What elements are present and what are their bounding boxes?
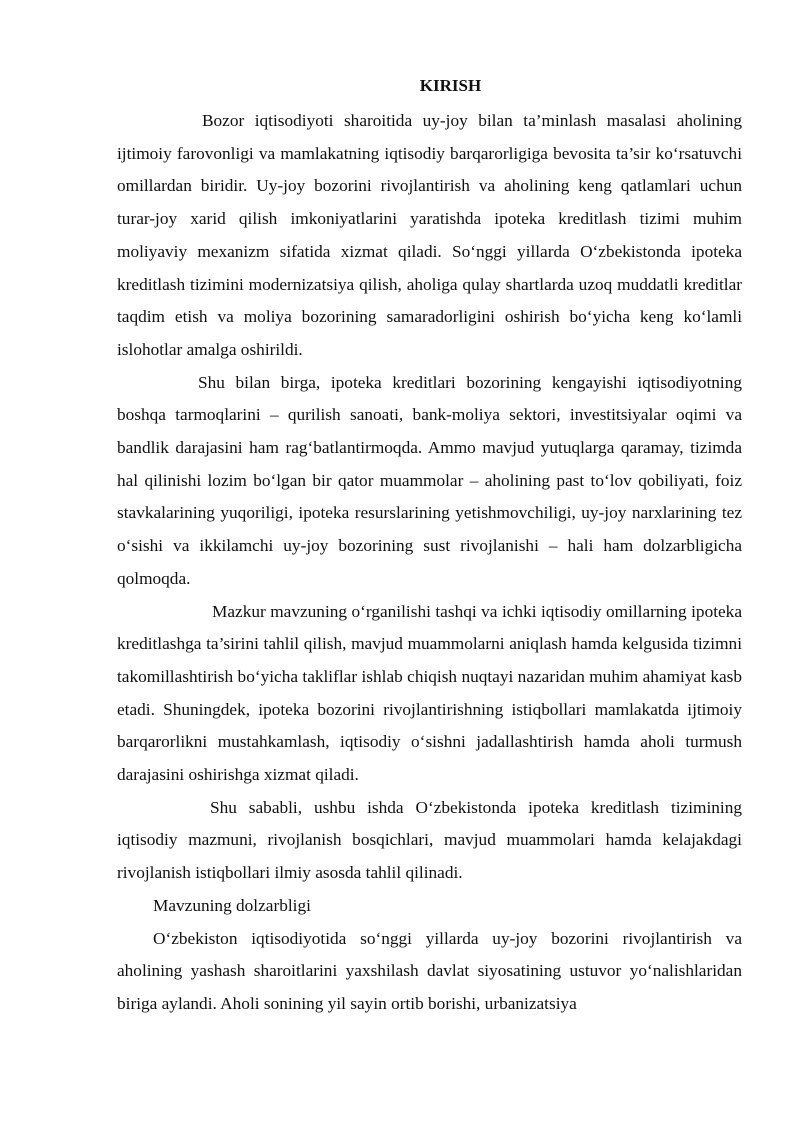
paragraph-intro: Bozor iqtisodiyoti sharoitida uy-joy bilan ta’minlash masalasi aholining ijtimoiy farovonligi va mamlakatning iqtisodiy barqarorligiga bevosita ta’sir ko‘rsatuvchi omillardan biridir. Uy-joy bozorini rivojlantirish va aholining keng qatlamlari uchun turar-joy xarid qilish imkoniyatlarini yaratishda ipoteka kreditlash tizimi muhim moliyaviy mexanizm sifatida xizmat qiladi. So‘nggi yillarda O‘zbekistonda ipoteka kreditlash tizimini modernizatsiya qilish, aholiga qulay shartlarda uzoq muddatli kreditlar taqdim etish va moliya bozorining samaradorligini oshirish bo‘yicha keng ko‘lamli islohotlar amalga oshirildi.	[117, 111, 742, 359]
paragraph-research-scope: Shu sababli, ushbu ishda O‘zbekistonda ipoteka kreditlash tizimining iqtisodiy mazmuni, rivojlanish bosqichlari, mavjud muammolari hamda kelajakdagi rivojlanish istiqbollari ilmiy asosda tahlil qilinadi.	[117, 797, 742, 883]
document-page	[117, 75, 742, 1021]
section-heading-relevance: Mavzuning dolzarbligi	[153, 895, 311, 915]
document-title: KIRISH	[419, 76, 482, 95]
paragraph-market-expansion: Shu bilan birga, ipoteka kreditlari bozorining kengayishi iqtisodiyotning boshqa tarmoqlarini – qurilish sanoati, bank-moliya sektori, investitsiyalar oqimi va bandlik darajasini ham rag‘batlantirmoqda. Ammo mavjud yutuqlarga qaramay, tizimda hal qilinishi lozim bo‘lgan bir qator muammolar – aholining past to‘lov qobiliyati, foiz stavkalarining yuqoriligi, ipoteka resurslarining yetishmovchiligi, uy-joy narxlarining tez o‘sishi va ikkilamchi uy-joy bozorining sust rivojlanishi – hali ham dolzarbligicha qolmoqda.	[117, 372, 742, 588]
paragraph-relevance: O‘zbekiston iqtisodiyotida so‘nggi yillarda uy-joy bozorini rivojlantirish va aholining yashash sharoitlarini yaxshilash davlat siyosatining ustuvor yo‘nalishlaridan biriga aylandi. Aholi sonining yil sayin ortib borishi, urbanizatsiya	[117, 928, 742, 1013]
paragraph-topic-significance: Mazkur mavzuning o‘rganilishi tashqi va ichki iqtisodiy omillarning ipoteka kreditlashga ta’sirini tahlil qilish, mavjud muammolarni aniqlash hamda kelgusida tizimni takomillashtirish bo‘yicha takliflar ishlab chiqish nuqtayi nazaridan muhim ahamiyat kasb etadi. Shuningdek, ipoteka bozorini rivojlantirishning istiqbollari mamlakatda ijtimoiy barqarorlikni mustahkamlash, iqtisodiy o‘sishni jadallashtirish hamda aholi turmush darajasini oshirishga xizmat qiladi.	[117, 601, 742, 785]
